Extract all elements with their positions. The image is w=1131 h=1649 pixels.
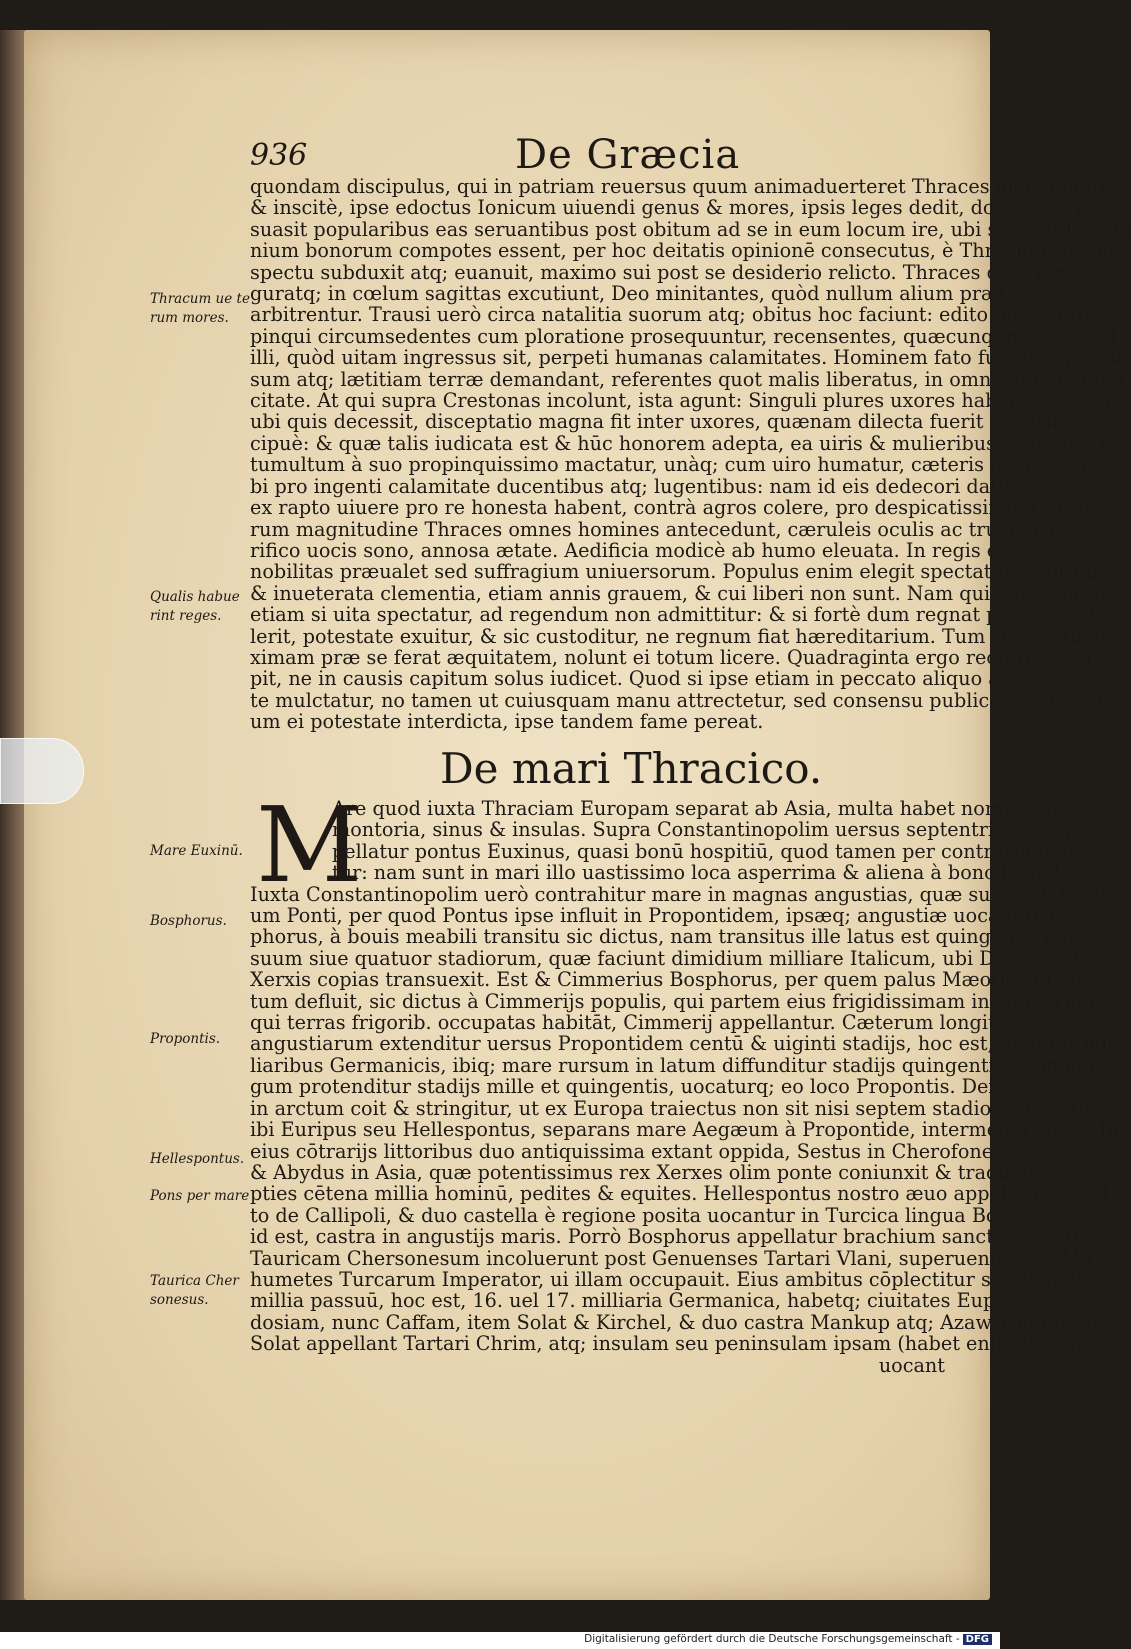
text-line: um Ponti, per quod Pontus ipse influit in Propontidem, ipsæq; angustiæ uocantur Bos [250, 904, 1083, 928]
margin-note-qualis-reges: Qualis habue rint reges. [150, 589, 240, 624]
text-line: montoria, sinus & insulas. Supra Constantinopolim uersus septentrionem ap [332, 818, 1078, 842]
text-line: cipuè: & quæ talis iudicata est & hūc honorem adepta, ea uiris & mulieribus exornata, ad [250, 431, 1124, 455]
section-heading: De mari Thracico. [440, 744, 823, 793]
text-line: humetes Turcarum Imperator, ui illam occupauit. Eius ambitus cōplectitur septuaginta [250, 1267, 1096, 1291]
page-clip [0, 738, 84, 804]
text-line: ximam præ se ferat æquitatem, nolunt ei totum licere. Quadraginta ergo rectores acci [250, 645, 1092, 669]
page-header [250, 132, 950, 180]
text-line: pinqui circumsedentes cum ploratione prosequuntur, recensentes, quæcunq; necesse est [250, 324, 1118, 348]
text-line: Iuxta Constantinopolim uerò contrahitur mare in magnas angustias, quæ sunt ueluti ostí [250, 882, 1115, 906]
text-line: Xerxis copias transuexit. Est & Cimmerius Bosphorus, per quem palus Mæotica in pon [250, 968, 1095, 992]
margin-note-taurica: Taurica Cher sonesus. [150, 1273, 239, 1308]
text-line: suum siue quatuor stadiorum, quæ faciunt dimidium milliare Italicum, ubi Darius pater [250, 946, 1102, 970]
dfg-logo: DFG [963, 1634, 992, 1645]
text-line: eius cōtrarijs littoribus duo antiquissima extant oppida, Sestus in Cherofonefo Thraciæ, [250, 1139, 1105, 1163]
text-line: id est, castra in angustijs maris. Porrò Bosphorus appellatur brachium sancti Georgij. [250, 1225, 1084, 1249]
text-line: liaribus Germanicis, ibiq; mare rursum in latum diffunditur stadijs quingentis, & in lon [250, 1053, 1095, 1077]
text-line: gum protenditur stadijs mille et quingentis, uocaturq; eo loco Propontis. Deinde iterum [250, 1075, 1102, 1099]
text-line: te mulctatur, no tamen ut cuiusquam manu attrectetur, sed consensu publico rerum omni [250, 688, 1122, 712]
text-line: angustiarum extenditur uersus Propontidem centū & uiginti stadijs, hoc est, quatuor mil [250, 1032, 1114, 1056]
text-line: & inueterata clementia, etiam annis grauem, & cui liberi non sunt. Nam qui pater fuerit, [250, 581, 1115, 605]
text-line: & Abydus in Asia, quæ potentissimus rex Xerxes olim ponte coniunxit & traduxit se [250, 1160, 1063, 1184]
text-line: um ei potestate interdicta, ipse tandem fame pereat. [250, 710, 764, 734]
text-line: phorus, à bouis meabili transitu sic dictus, nam transitus ille latus est quingentorum pas [250, 925, 1114, 949]
text-line: qui terras frigorib. occupatas habitāt, Cimmerij appellantur. Cæterum longitudo harum [250, 1011, 1102, 1035]
text-line: Are quod iuxta Thraciam Europam separat ab Asia, multa habet nomina, pro [332, 797, 1079, 820]
footer-credit [584, 1633, 992, 1645]
text-line: tumultum à suo propinquissimo mactatur, unàq; cum uiro humatur, cæteris uxoribus id si [250, 453, 1122, 477]
text-line: Solat appellant Tartari Chrim, atq; insulam seu peninsulam ipsam (habet enim Isthmum) [250, 1332, 1114, 1356]
text-line: dosiam, nunc Caffam, item Solat & Kirchel, & duo castra Mankup atq; Azaw. Ciuitatem [250, 1310, 1098, 1334]
section-thracian-sea [250, 784, 1120, 1377]
text-line: pties cētena millia hominū, pedites & equites. Hellespontus nostro æuo appellatus Stret [250, 1182, 1110, 1206]
text-line: ex rapto uiuere pro re honesta habent, contrà agros colere, pro despicatissima. Corpo [250, 496, 1090, 520]
section-thracian-customs [250, 175, 1131, 734]
margin-note-propontis: Propontis. [150, 1031, 221, 1047]
running-title: De Græcia [515, 132, 741, 178]
text-line: in arctum coit & stringitur, ut ex Europa traiectus non sit nisi septem stadiorū, uocaturq; [250, 1096, 1119, 1120]
margin-note-mare-euxinum: Mare Euxinū. [150, 843, 243, 859]
text-line: suasit popularibus eas seruantibus post obitum ad se in eum locum ire, ubi superstites om [250, 217, 1131, 241]
text-line: rifico uocis sono, annosa ætate. Aedificia modicè ab humo eleuata. In regis electione non [250, 538, 1118, 562]
text-line: nobilitas præualet sed suffragium uniuersorum. Populus enim elegit spectatum moribus [250, 560, 1108, 584]
page-number: 936 [250, 138, 308, 173]
text-line: guratq; in cœlum sagittas excutiunt, Deo minitantes, quòd nullum alium præter suū esse [250, 282, 1117, 306]
text-line: millia passuū, hoc est, 16. uel 17. milliaria Germanica, habetq; ciuitates Eupatoria & The [250, 1289, 1119, 1313]
text-line: ubi quis decessit, disceptatio magna fit inter uxores, quænam dilecta fuerit à marito præ [250, 410, 1117, 434]
text-line: spectu subduxit atq; euanuit, maximo sui post se desiderio relicto. Thraces dum tonat ful [250, 260, 1118, 284]
text-line: citate. At qui supra Crestonas incolunt, ista agunt: Singuli plures uxores habent, quorum [250, 389, 1117, 413]
text-line: arbitrentur. Trausi uerò circa natalitia suorum atq; obitus hoc faciunt: edito puero pro [250, 303, 1090, 327]
text-line: rum magnitudine Thraces omnes homines antecedunt, cæruleis oculis ac truci uisu, ter [250, 517, 1102, 541]
margin-note-bosphorus: Bosphorus. [150, 913, 227, 929]
margin-note-pons-per-mare: Pons per mare [150, 1188, 250, 1204]
text-line: tum defluit, sic dictus à Cimmerijs populis, qui partem eius frigidissimam incolūt. Vnde [250, 989, 1101, 1013]
text-line: nium bonorum compotes essent, per hoc deitatis opinionē consecutus, è Thracum se con [250, 239, 1115, 263]
text-line: pellatur pontus Euxinus, quasi bonū hospitiū, quod tamen per contrarium dici [332, 839, 1092, 863]
margin-note-thracum-mores: Thracum ue te rum mores. [150, 291, 250, 326]
text-line: etiam si uita spectatur, ad regendum non admittitur: & si fortè dum regnat pignus sustu [250, 603, 1110, 627]
text-line: sum atq; lætitiam terræ demandant, referentes quot malis liberatus, in omni sit modo feli [250, 367, 1124, 391]
catchword: uocant [878, 1353, 945, 1377]
text-line: lerit, potestate exuitur, & sic custoditur, ne regnum fiat hæreditarium. Tum si rex etiā ma [250, 624, 1124, 648]
text-line: tur: nam sunt in mari illo uastissimo loca asperrima & aliena à bono hospitio. [332, 861, 1086, 885]
text-line: & inscitè, ipse edoctus Ionicum uiuendi genus & mores, ipsis leges dedit, docuitatq; per [250, 196, 1109, 220]
text-line: bi pro ingenti calamitate ducentibus atq; lugentibus: nam id eis dedecori datur. Ociari et [250, 474, 1114, 498]
text-line: to de Callipoli, & duo castella è regione posita uocantur in Turcica lingua Bogazaslar, [250, 1203, 1084, 1227]
text-line: ibi Euripus seu Hellespontus, separans mare Aegæum à Propontide, intermedia fauce. In [250, 1118, 1120, 1142]
text-line: pit, ne in causis capitum solus iudicet. Quod si ipse etiam in peccato aliquo arguitur, mor [250, 667, 1118, 691]
drop-cap: M [256, 784, 363, 906]
margin-note-hellespontus: Hellespontus. [150, 1151, 245, 1167]
text-line: quondam discipulus, qui in patriam reuersus quum animaduerteret Thraces male uiuere [250, 175, 1112, 198]
text-line: illi, quòd uitam ingressus sit, perpeti humanas calamitates. Hominem fato functum per lu [250, 346, 1123, 370]
footer-credit-text: Digitalisierung gefördert durch die Deutsche Forschungsgemeinschaft - [584, 1633, 960, 1645]
text-line: Tauricam Chersonesum incoluerunt post Genuenses Tartari Vlani, superueniētesq; Ma [250, 1246, 1093, 1270]
